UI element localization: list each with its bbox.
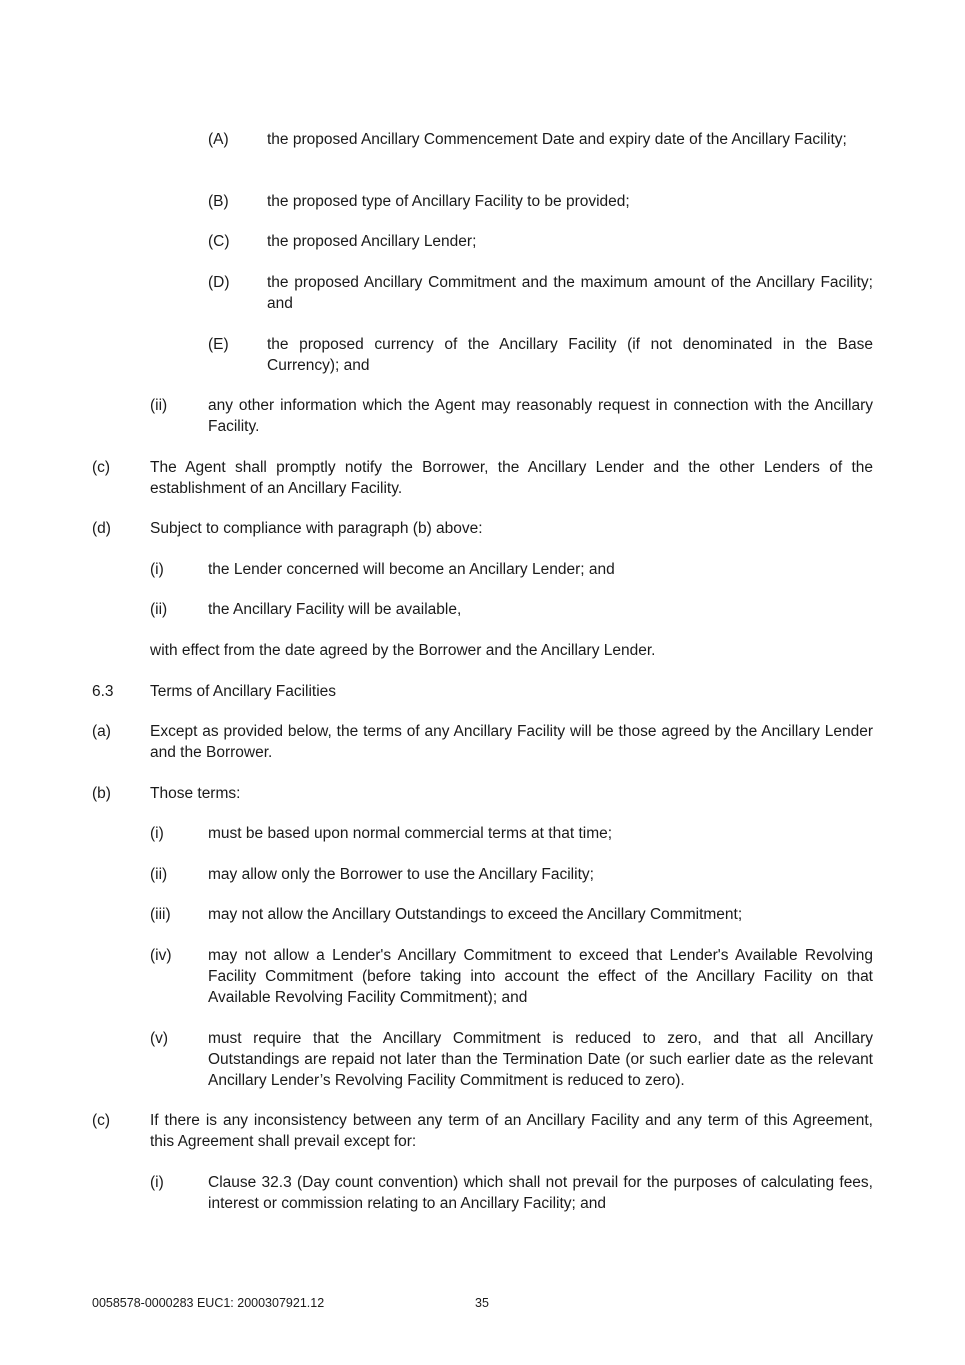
item-label: (c) — [92, 459, 111, 476]
item-text: any other information which the Agent may reasonably request in connection with the Ancillary Facility. — [208, 397, 873, 435]
item-label: (iv) — [150, 947, 172, 964]
item-label: (i) — [150, 825, 164, 842]
item-text: must be based upon normal commercial terms at that time; — [208, 825, 613, 842]
item-text: must require that the Ancillary Commitment is reduced to zero, and that all Ancillary Outstandings are repaid not later than the Termination Date (or such earlier date as the relevant Ancillary Lender’s Revolving Facility Commitment is reduced to zero). — [208, 1030, 873, 1089]
footer-doc-reference: 0058578-0000283 EUC1: 2000307921.12 — [92, 1296, 325, 1310]
item-text: the proposed Ancillary Commitment and the maximum amount of the Ancillary Facility; and — [267, 274, 873, 312]
item-label: (B) — [208, 193, 229, 210]
item-label: (A) — [208, 131, 229, 148]
item-label: (C) — [208, 233, 230, 250]
item-text: The Agent shall promptly notify the Borrower, the Ancillary Lender and the other Lenders of the establishment of an Ancillary Facility. — [150, 459, 873, 497]
item-label: (ii) — [150, 397, 168, 414]
item-label: (ii) — [150, 601, 168, 618]
item-label: (i) — [150, 561, 164, 578]
item-label: (c) — [92, 1112, 111, 1129]
item-text: the proposed currency of the Ancillary Facility (if not denominated in the Base Currency); and — [267, 336, 873, 374]
item-label: (D) — [208, 274, 230, 291]
item-text: with effect from the date agreed by the Borrower and the Ancillary Lender. — [150, 642, 656, 659]
section-number: 6.3 — [92, 683, 114, 700]
item-text: If there is any inconsistency between any term of an Ancillary Facility and any term of this Agreement, this Agreement shall prevail except for: — [150, 1112, 873, 1150]
item-text: the proposed Ancillary Commencement Date and expiry date of the Ancillary Facility; — [267, 131, 847, 148]
footer-page-number: 35 — [475, 1296, 489, 1310]
item-label: (i) — [150, 1174, 164, 1191]
item-text: may allow only the Borrower to use the Ancillary Facility; — [208, 866, 594, 883]
section-title: Terms of Ancillary Facilities — [150, 683, 337, 700]
item-text: may not allow a Lender's Ancillary Commitment to exceed that Lender's Available Revolving Facility Commitment (before taking into account the effect of the Ancillary Facility on that Available Revolving Facility Commitment); and — [208, 947, 873, 1006]
item-text: Those terms: — [150, 785, 241, 802]
item-text: Except as provided below, the terms of any Ancillary Facility will be those agreed by the Ancillary Lender and the Borrower. — [150, 723, 873, 761]
item-text: may not allow the Ancillary Outstandings to exceed the Ancillary Commitment; — [208, 906, 743, 923]
item-label: (v) — [150, 1030, 169, 1047]
item-label: (E) — [208, 336, 229, 353]
item-label: (a) — [92, 723, 111, 740]
item-label: (ii) — [150, 866, 168, 883]
item-text: Subject to compliance with paragraph (b) above: — [150, 520, 483, 537]
item-label: (d) — [92, 520, 111, 537]
item-label: (iii) — [150, 906, 171, 923]
item-text: the Lender concerned will become an Ancillary Lender; and — [208, 561, 615, 578]
item-label: (b) — [92, 785, 111, 802]
item-text: the Ancillary Facility will be available, — [208, 601, 462, 618]
item-text: Clause 32.3 (Day count convention) which shall not prevail for the purposes of calculating fees, interest or commission relating to an Ancillary Facility; and — [208, 1174, 873, 1212]
item-text: the proposed Ancillary Lender; — [267, 233, 477, 250]
item-text: the proposed type of Ancillary Facility to be provided; — [267, 193, 630, 210]
